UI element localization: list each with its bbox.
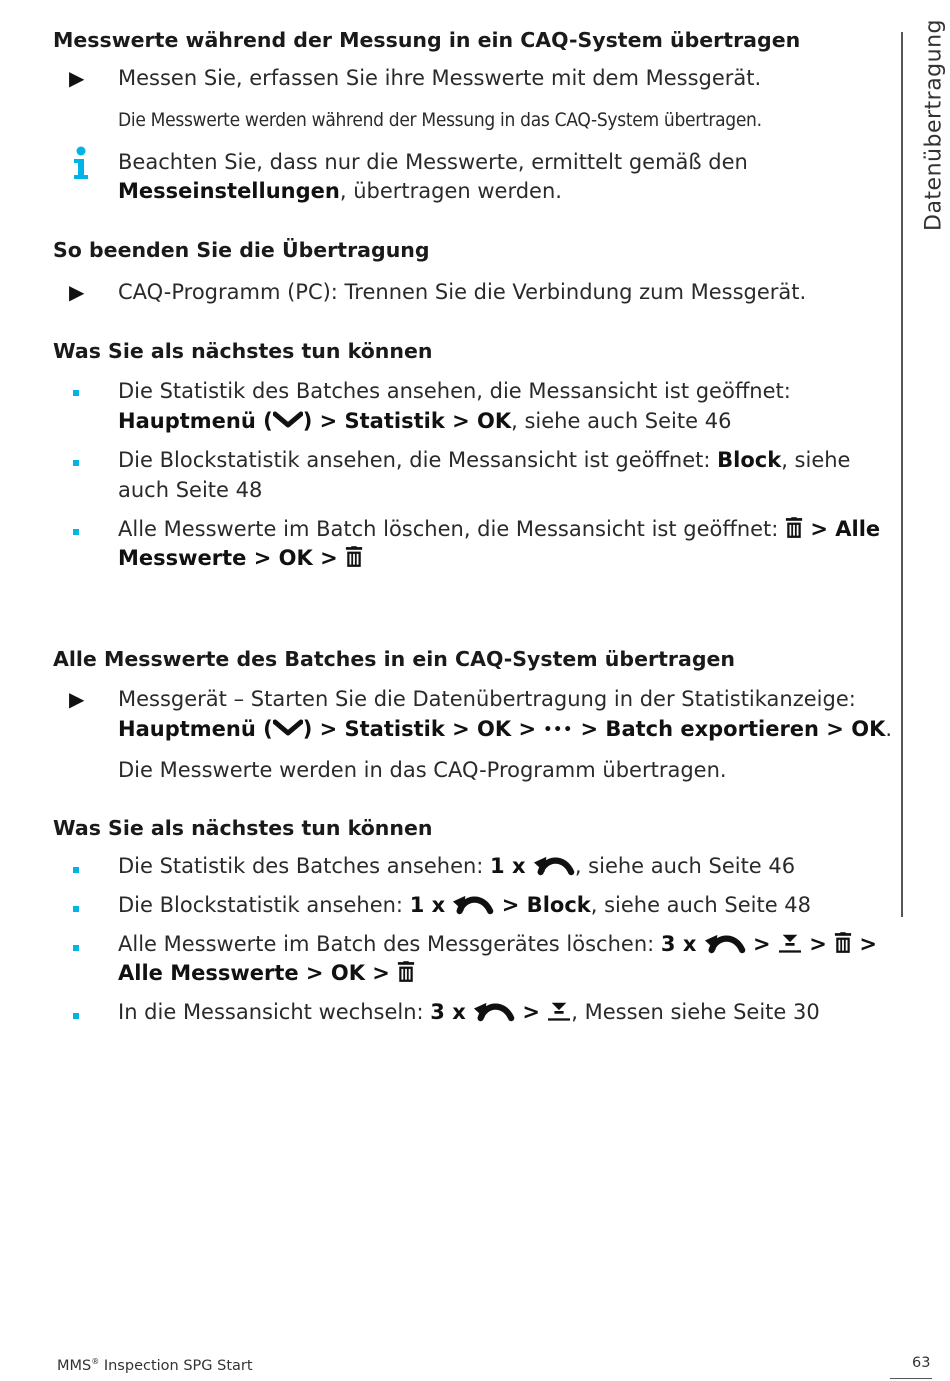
more-icon: ••• — [543, 722, 574, 738]
count-label: 3 x — [660, 932, 704, 956]
info-note-line2 — [118, 176, 562, 206]
info-icon — [72, 146, 90, 184]
page-ref: , Messen siehe Seite 30 — [571, 1000, 820, 1024]
next2-item4 — [118, 997, 820, 1027]
separator: > — [745, 932, 778, 956]
trash-icon — [397, 961, 415, 983]
page-ref: , siehe auch Seite 46 — [511, 409, 732, 433]
page-number: 63 — [912, 1355, 931, 1371]
next2-item3-line2 — [118, 958, 415, 988]
product-prefix: MMS — [57, 1357, 92, 1374]
item-text: Die Blockstatistik ansehen: — [118, 893, 410, 917]
next1-item1-line1: Die Statistik des Batches ansehen, die Messansicht ist geöffnet: — [118, 379, 791, 403]
bullet-square-icon — [73, 1013, 79, 1019]
all-label: > Alle — [803, 517, 881, 541]
separator: > — [515, 1000, 548, 1024]
next2-item1 — [118, 851, 795, 881]
item-text-tail: , siehe — [781, 448, 851, 472]
step-measure: Messen Sie, erfassen Sie ihre Messwerte mit dem Messgerät. — [118, 66, 762, 90]
nav-measurements-ok: Messwerte > OK > — [118, 546, 345, 570]
info-note-tail: , übertragen werden. — [339, 179, 562, 203]
step-start-export-line1: Messgerät – Starten Sie die Datenübertragung in der Statistikanzeige: — [118, 687, 856, 711]
measure-icon — [778, 932, 802, 954]
separator: > — [852, 932, 878, 956]
chevron-down-icon — [273, 410, 303, 430]
page-ref: , siehe auch Seite 46 — [574, 854, 796, 878]
page-ref: , siehe auch Seite 48 — [590, 893, 812, 917]
back-icon — [473, 997, 515, 1022]
next1-item3-line2 — [118, 543, 363, 573]
bullet-square-icon — [73, 460, 79, 466]
heading-next-steps-2: Was Sie als nächstes tun können — [53, 816, 433, 840]
trash-icon — [785, 517, 803, 539]
item-text: Die Statistik des Batches ansehen: — [118, 854, 491, 878]
bullet-square-icon — [73, 945, 79, 951]
info-note-line1: Beachten Sie, dass nur die Messwerte, ermittelt gemäß den — [118, 150, 748, 174]
nav-main-menu: Hauptmenü ( — [118, 717, 273, 741]
result-transfer-caq: Die Messwerte werden in das CAQ-Programm übertragen. — [118, 758, 727, 782]
next1-item2-line1 — [118, 445, 850, 475]
block-label: > Block — [494, 893, 591, 917]
next1-item3-line1 — [118, 514, 880, 544]
registered-mark: ® — [91, 1357, 100, 1366]
separator: > — [801, 932, 835, 956]
nav-statistics-ok: ) > Statistik > OK > — [302, 717, 544, 741]
next2-item2 — [118, 890, 811, 920]
back-icon — [452, 890, 494, 915]
count-label: 3 x — [430, 1000, 474, 1024]
period: . — [885, 717, 893, 741]
step-start-export-line2 — [118, 714, 892, 745]
nav-all-measurements-ok: Alle Messwerte > OK > — [118, 961, 398, 985]
arrow-right-icon: ▶ — [69, 66, 85, 90]
trash-icon — [345, 546, 363, 568]
product-suffix: Inspection SPG Start — [99, 1357, 253, 1374]
bullet-square-icon — [73, 529, 79, 535]
step-disconnect: CAQ-Programm (PC): Trennen Sie die Verbindung zum Messgerät. — [118, 280, 807, 304]
block-label: Block — [717, 448, 782, 472]
heading-transfer-all-batch: Alle Messwerte des Batches in ein CAQ-System übertragen — [53, 647, 735, 671]
heading-transfer-during-measurement: Messwerte während der Messung in ein CAQ-System übertragen — [53, 28, 801, 52]
next1-item1-line2 — [118, 406, 731, 436]
measure-icon — [547, 1000, 571, 1022]
arrow-right-icon: ▶ — [69, 687, 85, 711]
bullet-square-icon — [73, 906, 79, 912]
side-rule — [901, 32, 903, 917]
count-label: 1 x — [490, 854, 533, 878]
next2-item3-line1 — [118, 929, 877, 959]
item-text: Alle Messwerte im Batch des Messgerätes löschen: — [118, 932, 661, 956]
item-text: Die Blockstatistik ansehen, die Messansicht ist geöffnet: — [118, 448, 718, 472]
item-text: Alle Messwerte im Batch löschen, die Messansicht ist geöffnet: — [118, 517, 786, 541]
measure-settings-label: Messeinstellungen — [118, 179, 340, 203]
result-transfer: Die Messwerte werden während der Messung in das CAQ-System übertragen. — [118, 109, 762, 131]
nav-main-menu: Hauptmenü ( — [118, 409, 273, 433]
nav-batch-export: > Batch exportieren > OK — [573, 717, 886, 741]
heading-next-steps-1: Was Sie als nächstes tun können — [53, 339, 433, 363]
side-tab-label: Datenübertragung — [921, 19, 947, 231]
bullet-square-icon — [73, 390, 79, 396]
chevron-down-icon — [273, 718, 303, 738]
next1-item2-line2: auch Seite 48 — [118, 478, 263, 502]
back-icon — [533, 851, 575, 876]
arrow-right-icon: ▶ — [69, 280, 85, 304]
page-number-rule — [890, 1378, 932, 1379]
trash-icon — [834, 932, 852, 954]
heading-end-transfer: So beenden Sie die Übertragung — [53, 238, 430, 262]
item-text: In die Messansicht wechseln: — [118, 1000, 431, 1024]
bullet-square-icon — [73, 867, 79, 873]
footer-product-name — [57, 1357, 253, 1374]
nav-statistics-ok: ) > Statistik > OK — [302, 409, 512, 433]
back-icon — [704, 929, 746, 954]
count-label: 1 x — [409, 893, 453, 917]
